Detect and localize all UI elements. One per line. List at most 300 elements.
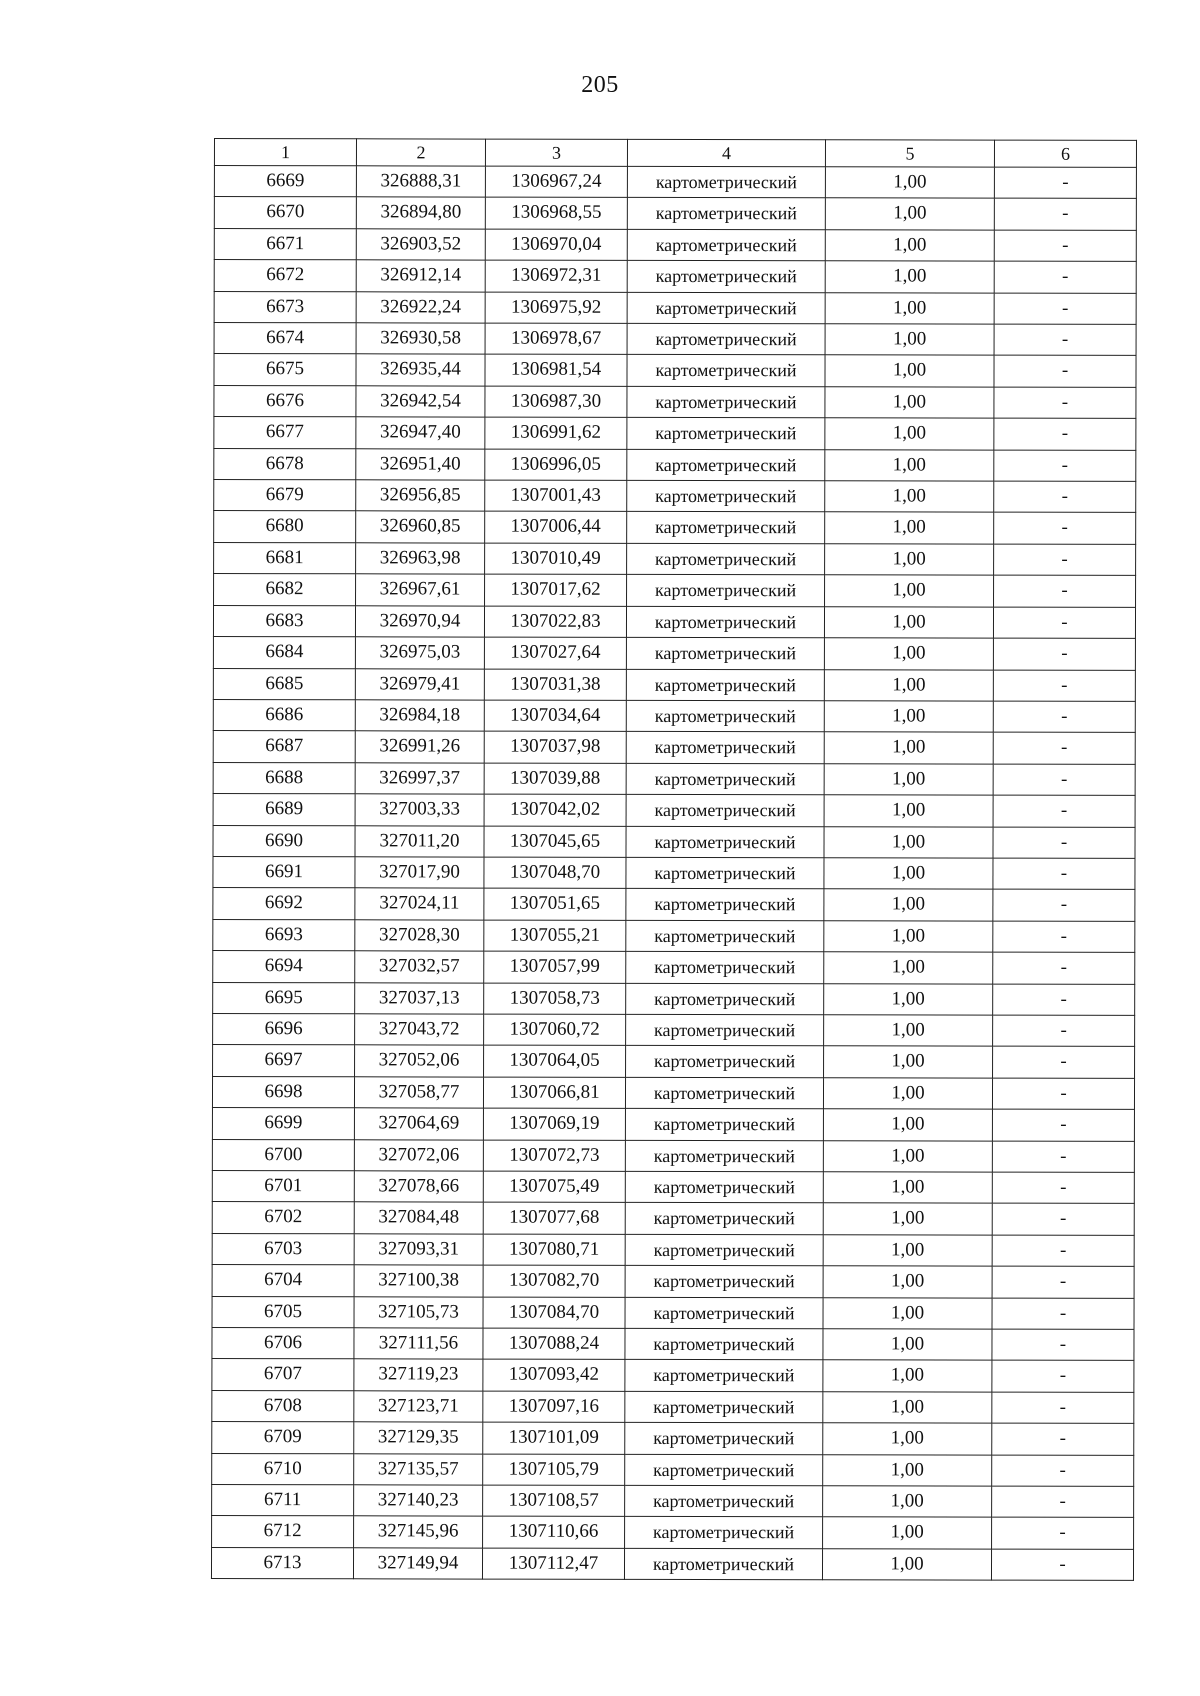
x-coordinate-cell: 327043,72	[355, 1014, 484, 1046]
x-coordinate-cell: 327064,69	[354, 1108, 483, 1140]
table-row	[214, 480, 1136, 513]
x-coordinate-cell: 327058,77	[354, 1077, 483, 1109]
table-row	[212, 1265, 1134, 1298]
accuracy-cell: 1,00	[823, 1078, 992, 1110]
table-row	[214, 197, 1136, 230]
point-number-cell: 6681	[214, 542, 356, 574]
point-number-cell: 6684	[213, 637, 355, 669]
point-number-cell: 6709	[212, 1422, 354, 1454]
y-coordinate-cell: 1307055,21	[484, 920, 626, 952]
table-row	[214, 511, 1136, 544]
point-number-cell: 6705	[212, 1296, 354, 1328]
description-cell: -	[994, 387, 1136, 419]
method-cell: картометрический	[627, 512, 825, 544]
y-coordinate-cell: 1307060,72	[484, 1014, 626, 1046]
table-row	[212, 1328, 1134, 1361]
accuracy-cell: 1,00	[822, 1549, 991, 1581]
description-cell: -	[992, 1078, 1134, 1110]
point-number-cell: 6702	[212, 1202, 354, 1234]
accuracy-cell: 1,00	[823, 1517, 992, 1549]
y-coordinate-cell: 1307110,66	[483, 1517, 625, 1549]
y-coordinate-cell: 1307084,70	[483, 1297, 625, 1329]
description-cell: -	[992, 1455, 1134, 1487]
method-cell: картометрический	[627, 229, 825, 261]
table-row	[212, 1359, 1134, 1392]
point-number-cell: 6697	[213, 1045, 355, 1077]
x-coordinate-cell: 327145,96	[354, 1516, 483, 1548]
description-cell: -	[994, 481, 1136, 513]
method-cell: картометрический	[626, 983, 824, 1015]
table-row	[214, 448, 1136, 481]
accuracy-cell: 1,00	[825, 261, 994, 293]
point-number-cell: 6699	[212, 1108, 354, 1140]
point-number-cell: 6675	[214, 354, 356, 386]
table-row	[214, 323, 1136, 356]
y-coordinate-cell: 1307031,38	[484, 669, 626, 701]
accuracy-cell: 1,00	[824, 826, 993, 858]
method-cell: картометрический	[625, 1485, 823, 1517]
method-cell: картометрический	[624, 1548, 822, 1580]
description-cell: -	[993, 732, 1135, 764]
description-cell: -	[993, 858, 1135, 890]
method-cell: картометрический	[627, 166, 825, 198]
y-coordinate-cell: 1307034,64	[484, 700, 626, 732]
method-cell: картометрический	[626, 700, 824, 732]
y-coordinate-cell: 1307108,57	[483, 1485, 625, 1517]
x-coordinate-cell: 327028,30	[355, 920, 484, 952]
accuracy-cell: 1,00	[823, 1203, 992, 1235]
y-coordinate-cell: 1307001,43	[485, 480, 627, 512]
table-row	[212, 1202, 1134, 1235]
accuracy-cell: 1,00	[824, 732, 993, 764]
table-row	[212, 1422, 1134, 1455]
table-row	[213, 1013, 1135, 1046]
y-coordinate-cell: 1307069,19	[483, 1108, 625, 1140]
description-cell: -	[993, 1047, 1135, 1079]
accuracy-cell: 1,00	[824, 1015, 993, 1047]
description-cell: -	[991, 1549, 1133, 1581]
method-cell: картометрический	[626, 669, 824, 701]
coordinates-table	[211, 138, 1137, 1581]
point-number-cell: 6689	[213, 794, 355, 826]
point-number-cell: 6683	[213, 605, 355, 637]
method-cell: картометрический	[626, 826, 824, 858]
point-number-cell: 6708	[212, 1390, 354, 1422]
point-number-cell: 6679	[214, 480, 356, 512]
method-cell: картометрический	[626, 794, 824, 826]
point-number-cell: 6670	[214, 197, 356, 229]
description-cell: -	[994, 261, 1136, 293]
accuracy-cell: 1,00	[823, 1109, 992, 1141]
point-number-cell: 6691	[213, 856, 355, 888]
point-number-cell: 6680	[214, 511, 356, 543]
point-number-cell: 6671	[214, 228, 356, 260]
table-row	[213, 668, 1135, 701]
description-cell: -	[994, 575, 1136, 607]
method-cell: картометрический	[626, 857, 824, 889]
y-coordinate-cell: 1307027,64	[484, 637, 626, 669]
accuracy-cell: 1,00	[824, 952, 993, 984]
y-coordinate-cell: 1306970,04	[485, 229, 627, 261]
accuracy-cell: 1,00	[823, 1392, 992, 1424]
accuracy-cell: 1,00	[825, 575, 994, 607]
y-coordinate-cell: 1307037,98	[484, 731, 626, 763]
description-cell: -	[992, 1329, 1134, 1361]
table-row	[214, 166, 1136, 199]
method-cell: картометрический	[627, 543, 825, 575]
method-cell: картометрический	[626, 889, 824, 921]
x-coordinate-cell: 326967,61	[356, 574, 485, 606]
method-cell: картометрический	[625, 1171, 823, 1203]
method-cell: картометрический	[627, 292, 825, 324]
description-cell: -	[993, 889, 1135, 921]
description-cell: -	[992, 1423, 1134, 1455]
description-cell: -	[992, 1141, 1134, 1173]
point-number-cell: 6688	[213, 762, 355, 794]
y-coordinate-cell: 1307057,99	[484, 951, 626, 983]
point-number-cell: 6682	[214, 574, 356, 606]
y-coordinate-cell: 1307082,70	[483, 1265, 625, 1297]
description-cell: -	[992, 1298, 1134, 1330]
accuracy-cell: 1,00	[823, 1297, 992, 1329]
description-cell: -	[994, 324, 1136, 356]
point-number-cell: 6693	[213, 919, 355, 951]
method-cell: картометрический	[625, 1203, 823, 1235]
y-coordinate-cell: 1306987,30	[485, 386, 627, 418]
method-cell: картометрический	[625, 1109, 823, 1141]
method-cell: картометрический	[625, 1077, 823, 1109]
table-row	[213, 888, 1135, 921]
x-coordinate-cell: 327084,48	[354, 1202, 483, 1234]
point-number-cell: 6672	[214, 260, 356, 292]
accuracy-cell: 1,00	[823, 1172, 992, 1204]
table-row	[212, 1485, 1134, 1518]
y-coordinate-cell: 1307075,49	[483, 1171, 625, 1203]
point-number-cell: 6673	[214, 291, 356, 323]
y-coordinate-cell: 1307066,81	[483, 1077, 625, 1109]
method-cell: картометрический	[626, 920, 824, 952]
accuracy-cell: 1,00	[824, 921, 993, 953]
description-cell: -	[993, 670, 1135, 702]
header-row	[214, 139, 1136, 168]
x-coordinate-cell: 327052,06	[355, 1045, 484, 1077]
accuracy-cell: 1,00	[825, 230, 994, 262]
y-coordinate-cell: 1307048,70	[484, 857, 626, 889]
method-cell: картометрический	[626, 763, 824, 795]
accuracy-cell: 1,00	[825, 167, 994, 199]
table-row	[213, 982, 1135, 1015]
method-cell: картометрический	[627, 480, 825, 512]
table-row	[213, 637, 1135, 670]
method-cell: картометрический	[627, 575, 825, 607]
accuracy-cell: 1,00	[824, 889, 993, 921]
x-coordinate-cell: 326903,52	[356, 229, 485, 261]
accuracy-cell: 1,00	[825, 292, 994, 324]
description-cell: -	[993, 607, 1135, 639]
x-coordinate-cell: 327111,56	[354, 1328, 483, 1360]
point-number-cell: 6695	[213, 982, 355, 1014]
column-header-5: 5	[825, 140, 994, 167]
description-cell: -	[992, 1204, 1134, 1236]
y-coordinate-cell: 1306967,24	[485, 166, 627, 198]
x-coordinate-cell: 326991,26	[355, 731, 484, 763]
x-coordinate-cell: 327123,71	[354, 1391, 483, 1423]
point-number-cell: 6674	[214, 323, 356, 355]
y-coordinate-cell: 1306978,67	[485, 323, 627, 355]
table-row	[213, 762, 1135, 795]
column-header-4: 4	[627, 139, 825, 166]
method-cell: картометрический	[626, 1046, 824, 1078]
description-cell: -	[992, 1486, 1134, 1518]
point-number-cell: 6669	[214, 166, 356, 198]
description-cell: -	[993, 921, 1135, 953]
table-header	[214, 139, 1136, 168]
table-row	[212, 1233, 1134, 1266]
point-number-cell: 6678	[214, 448, 356, 480]
method-cell: картометрический	[625, 1297, 823, 1329]
description-cell: -	[994, 293, 1136, 325]
x-coordinate-cell: 326935,44	[356, 354, 485, 386]
point-number-cell: 6713	[211, 1547, 353, 1579]
x-coordinate-cell: 327149,94	[353, 1548, 482, 1580]
point-number-cell: 6677	[214, 417, 356, 449]
accuracy-cell: 1,00	[824, 701, 993, 733]
point-number-cell: 6698	[212, 1076, 354, 1108]
y-coordinate-cell: 1306975,92	[485, 292, 627, 324]
point-number-cell: 6707	[212, 1359, 354, 1391]
table-row	[213, 856, 1135, 889]
table-row	[212, 1108, 1134, 1141]
description-cell: -	[992, 1109, 1134, 1141]
point-number-cell: 6704	[212, 1265, 354, 1297]
description-cell: -	[993, 795, 1135, 827]
accuracy-cell: 1,00	[824, 669, 993, 701]
y-coordinate-cell: 1307077,68	[483, 1202, 625, 1234]
table-row	[212, 1453, 1134, 1486]
method-cell: картометрический	[625, 1234, 823, 1266]
description-cell: -	[992, 1266, 1134, 1298]
x-coordinate-cell: 327072,06	[354, 1139, 483, 1171]
x-coordinate-cell: 326984,18	[355, 700, 484, 732]
description-cell: -	[994, 230, 1136, 262]
description-cell: -	[992, 1172, 1134, 1204]
method-cell: картометрический	[627, 418, 825, 450]
description-cell: -	[994, 418, 1136, 450]
description-cell: -	[994, 199, 1136, 231]
accuracy-cell: 1,00	[825, 418, 994, 450]
table-row	[214, 417, 1136, 450]
table-body	[211, 166, 1136, 1581]
point-number-cell: 6710	[212, 1453, 354, 1485]
x-coordinate-cell: 326997,37	[355, 763, 484, 795]
x-coordinate-cell: 327093,31	[354, 1234, 483, 1266]
y-coordinate-cell: 1307112,47	[482, 1548, 624, 1580]
point-number-cell: 6700	[212, 1139, 354, 1171]
method-cell: картометрический	[625, 1454, 823, 1486]
y-coordinate-cell: 1307105,79	[483, 1454, 625, 1486]
accuracy-cell: 1,00	[825, 449, 994, 481]
y-coordinate-cell: 1307010,49	[485, 543, 627, 575]
y-coordinate-cell: 1306972,31	[485, 260, 627, 292]
accuracy-cell: 1,00	[825, 355, 994, 387]
description-cell: -	[994, 450, 1136, 482]
table-row	[214, 574, 1136, 607]
table-row	[212, 1170, 1134, 1203]
table-row	[214, 542, 1136, 575]
method-cell: картометрический	[626, 1014, 824, 1046]
y-coordinate-cell: 1307097,16	[483, 1391, 625, 1423]
accuracy-cell: 1,00	[824, 983, 993, 1015]
table-row	[213, 919, 1135, 952]
accuracy-cell: 1,00	[823, 1360, 992, 1392]
x-coordinate-cell: 327037,13	[355, 982, 484, 1014]
method-cell: картометрический	[626, 732, 824, 764]
x-coordinate-cell: 327024,11	[355, 888, 484, 920]
accuracy-cell: 1,00	[824, 858, 993, 890]
point-number-cell: 6687	[213, 731, 355, 763]
y-coordinate-cell: 1306981,54	[485, 355, 627, 387]
table-row	[213, 699, 1135, 732]
table-row	[214, 354, 1136, 387]
accuracy-cell: 1,00	[823, 1140, 992, 1172]
x-coordinate-cell: 326894,80	[356, 197, 485, 229]
method-cell: картометрический	[626, 606, 824, 638]
description-cell: -	[994, 167, 1136, 199]
x-coordinate-cell: 326922,24	[356, 291, 485, 323]
table-row	[213, 731, 1135, 764]
description-cell: -	[993, 1015, 1135, 1047]
method-cell: картометрический	[627, 261, 825, 293]
x-coordinate-cell: 327129,35	[354, 1422, 483, 1454]
method-cell: картометрический	[627, 323, 825, 355]
method-cell: картометрический	[627, 355, 825, 387]
table-row	[214, 228, 1136, 261]
description-cell: -	[994, 513, 1136, 545]
y-coordinate-cell: 1307022,83	[484, 606, 626, 638]
point-number-cell: 6686	[213, 699, 355, 731]
table-row	[214, 291, 1136, 324]
point-number-cell: 6690	[213, 825, 355, 857]
y-coordinate-cell: 1307039,88	[484, 763, 626, 795]
description-cell: -	[992, 1361, 1134, 1393]
accuracy-cell: 1,00	[824, 795, 993, 827]
accuracy-cell: 1,00	[824, 763, 993, 795]
point-number-cell: 6694	[213, 951, 355, 983]
column-header-1: 1	[214, 139, 356, 166]
x-coordinate-cell: 327003,33	[355, 794, 484, 826]
method-cell: картометрический	[625, 1328, 823, 1360]
method-cell: картометрический	[625, 1391, 823, 1423]
accuracy-cell: 1,00	[823, 1423, 992, 1455]
accuracy-cell: 1,00	[825, 544, 994, 576]
x-coordinate-cell: 326951,40	[356, 448, 485, 480]
page-number: 205	[581, 72, 619, 98]
point-number-cell: 6712	[212, 1516, 354, 1548]
y-coordinate-cell: 1307080,71	[483, 1234, 625, 1266]
x-coordinate-cell: 326960,85	[356, 511, 485, 543]
description-cell: -	[993, 638, 1135, 670]
x-coordinate-cell: 327100,38	[354, 1265, 483, 1297]
method-cell: картометрический	[625, 1140, 823, 1172]
y-coordinate-cell: 1306968,55	[485, 197, 627, 229]
description-cell: -	[992, 1235, 1134, 1267]
table-row	[212, 1516, 1134, 1549]
accuracy-cell: 1,00	[824, 606, 993, 638]
method-cell: картометрический	[626, 637, 824, 669]
x-coordinate-cell: 327078,66	[354, 1171, 483, 1203]
x-coordinate-cell: 327105,73	[354, 1296, 483, 1328]
y-coordinate-cell: 1307072,73	[483, 1140, 625, 1172]
y-coordinate-cell: 1306996,05	[485, 449, 627, 481]
column-header-3: 3	[485, 139, 627, 166]
y-coordinate-cell: 1307093,42	[483, 1360, 625, 1392]
y-coordinate-cell: 1307051,65	[484, 888, 626, 920]
point-number-cell: 6696	[213, 1013, 355, 1045]
y-coordinate-cell: 1307101,09	[483, 1422, 625, 1454]
description-cell: -	[994, 356, 1136, 388]
method-cell: картометрический	[627, 198, 825, 230]
method-cell: картометрический	[625, 1423, 823, 1455]
accuracy-cell: 1,00	[825, 198, 994, 230]
accuracy-cell: 1,00	[823, 1454, 992, 1486]
x-coordinate-cell: 327011,20	[355, 825, 484, 857]
y-coordinate-cell: 1307017,62	[485, 574, 627, 606]
accuracy-cell: 1,00	[823, 1329, 992, 1361]
table-row	[212, 1390, 1134, 1423]
x-coordinate-cell: 326975,03	[355, 637, 484, 669]
y-coordinate-cell: 1307045,65	[484, 826, 626, 858]
y-coordinate-cell: 1307006,44	[485, 512, 627, 544]
method-cell: картометрический	[627, 449, 825, 481]
x-coordinate-cell: 326970,94	[355, 605, 484, 637]
accuracy-cell: 1,00	[823, 1235, 992, 1267]
accuracy-cell: 1,00	[825, 512, 994, 544]
x-coordinate-cell: 327140,23	[354, 1485, 483, 1517]
table-row	[214, 260, 1136, 293]
x-coordinate-cell: 326888,31	[356, 166, 485, 198]
point-number-cell: 6676	[214, 385, 356, 417]
description-cell: -	[993, 764, 1135, 796]
description-cell: -	[992, 1392, 1134, 1424]
accuracy-cell: 1,00	[825, 481, 994, 513]
table-row	[212, 1139, 1134, 1172]
y-coordinate-cell: 1306991,62	[485, 417, 627, 449]
table-row	[212, 1076, 1134, 1109]
method-cell: картометрический	[627, 386, 825, 418]
accuracy-cell: 1,00	[824, 1046, 993, 1078]
description-cell: -	[993, 952, 1135, 984]
x-coordinate-cell: 326912,14	[356, 260, 485, 292]
method-cell: картометрический	[626, 952, 824, 984]
description-cell: -	[993, 984, 1135, 1016]
y-coordinate-cell: 1307088,24	[483, 1328, 625, 1360]
y-coordinate-cell: 1307064,05	[484, 1045, 626, 1077]
x-coordinate-cell: 326942,54	[356, 386, 485, 418]
description-cell: -	[993, 701, 1135, 733]
accuracy-cell: 1,00	[825, 324, 994, 356]
table-row	[211, 1547, 1133, 1580]
method-cell: картометрический	[625, 1517, 823, 1549]
x-coordinate-cell: 327119,23	[354, 1359, 483, 1391]
accuracy-cell: 1,00	[823, 1486, 992, 1518]
point-number-cell: 6706	[212, 1328, 354, 1360]
description-cell: -	[994, 544, 1136, 576]
table-row	[213, 951, 1135, 984]
table-row	[213, 1045, 1135, 1078]
table-row	[214, 385, 1136, 418]
table-row	[213, 825, 1135, 858]
point-number-cell: 6685	[213, 668, 355, 700]
